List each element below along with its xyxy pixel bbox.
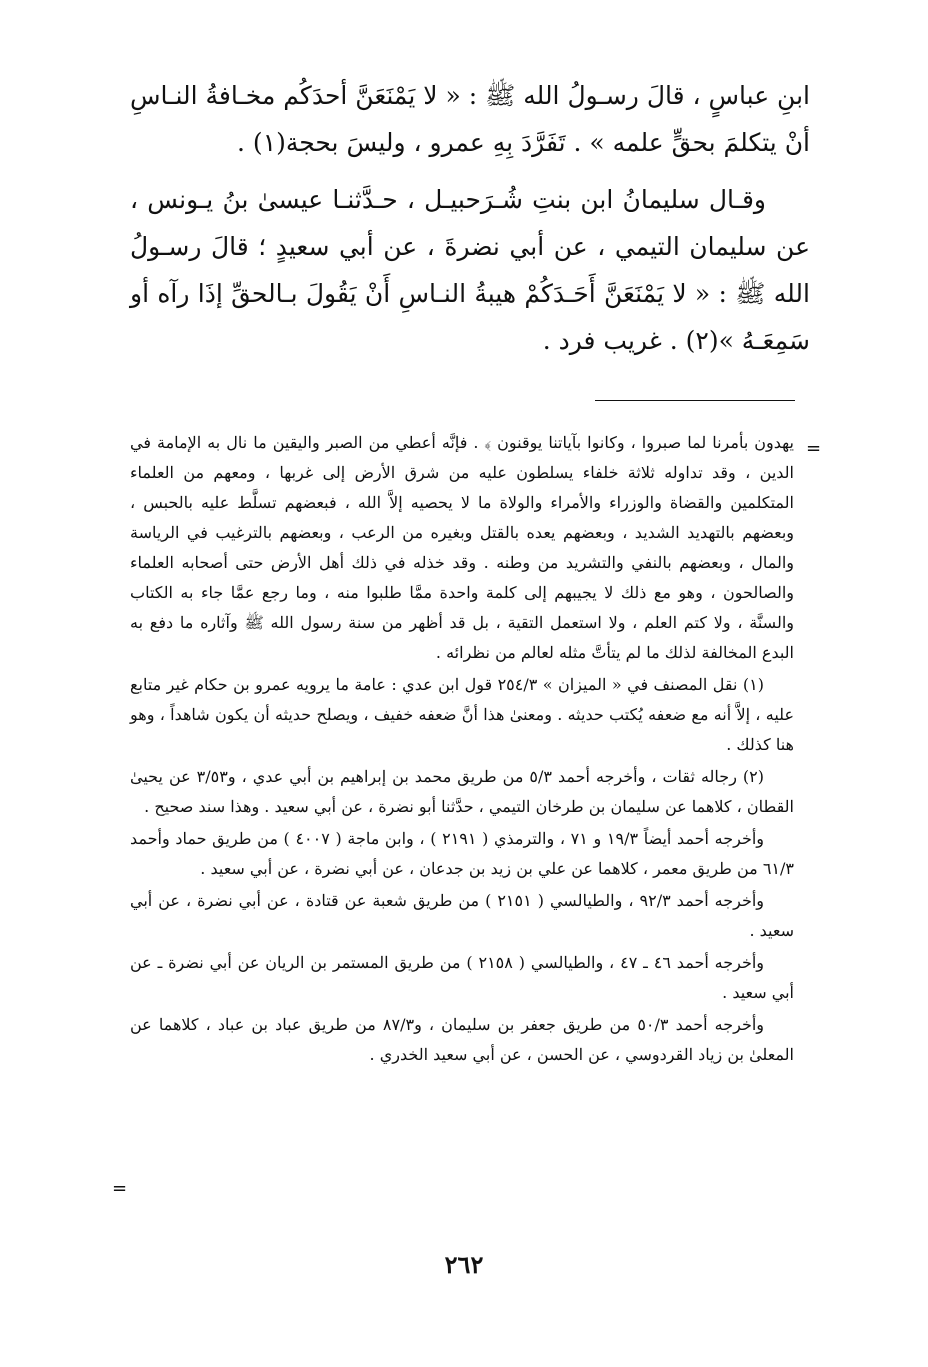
- footnote-1: (١) نقل المصنف في « الميزان » ٢٥٤/٣ قول ابن عدي : عامة ما يرويه عمرو بن حكام غير متابع عليه ، إلاَّ أنه مع ضعفه يُكتب حديثه . ومعنىٰ هذا أنَّ ضعفه خفيف ، ويصلح حديثه أن يكون شاهداً ، وهو هنا كذلك .: [130, 675, 794, 754]
- continuation-mark-top: =: [806, 438, 822, 459]
- page-number: ٢٦٢: [444, 1250, 484, 1279]
- footnote-2-continued-e: وأخرجه أحمد ٥٠/٣ من طريق جعفر بن سليمان ، و٨٧/٣ من طريق عباد بن عباد ، كلاهما عن المعلىٰ بن زياد القردوسي ، عن الحسن ، عن أبي سعيد الخدري .: [130, 1015, 794, 1064]
- main-paragraph-2: وقـال سليمانُ ابن بنتِ شُـرَحبيـل ، حـدَّثنـا عيسىٰ بنُ يـونس ، عن سليمان التيمي ، عن أبي نضرةَ ، عن أبي سعيدٍ ؛ قالَ رسـولُ الله ﷺ : « لا يَمْنَعَنَّ أَحَـدَكُمْ هيبةُ النـاسِ أَنْ يَقُولَ بـالحقِّ إذَا رآه أو سَمِعَـهُ »(٢) . غريب فرد .: [130, 185, 810, 355]
- footnote-2: (٢) رجاله ثقات ، وأخرجه أحمد ٥/٣ من طريق محمد بن إبراهيم بن أبي عدي ، و٣/٥٣ عن يحيىٰ القطان ، كلاهما عن سليمان بن طرخان التيمي ، حدَّثنا أبو نضرة ، عن أبي سعيد . وهذا سند صحيح .: [130, 767, 794, 816]
- footnotes-block: [130, 428, 794, 1072]
- footnote-2-continued-c: وأخرجه أحمد ٩٢/٣ ، والطيالسي ( ٢١٥١ ) من طريق شعبة عن قتادة ، عن أبي نضرة ، عن أبي سعيد .: [130, 891, 794, 940]
- footnote-continued: يهدون بأمرنا لما صبروا ، وكانوا بآياتنا يوقنون ﴾ . فإنَّه أعطي من الصبر واليقين ما نال به الإمامة في الدين ، وقد تداوله ثلاثة خلفاء يسلطون عليه من شرق الأرض إلى غربها ، ومعهم من العلماء المتكلمين والقضاة والوزراء والأمراء والولاة ما لا يحصيه إلاَّ الله ، فبعضهم تسلَّط عليه بالحبس ، وبعضهم بالتهديد الشديد ، وبعضهم يعده بالقتل وبغيره من الرعب ، وبعضهم بالترغيب في الرياسة والمال ، وبعضهم بالنفي والتشريد من وطنه . وقد خذله في ذلك أهل الأرض حتى أصحابه العلماء والصالحون ، وهو مع ذلك لا يجيبهم إلى كلمة واحدة ممَّا طلبوا منه ، وما رجع عمَّا جاء به الكتاب والسنَّة ، ولا كتم العلم ، ولا استعمل التقية ، بل قد أظهر من سنة رسول الله ﷺ وآثاره ما دفع به البدع المخالفة لذلك ما لم يتأتَّ مثله لعالم من نظرائه .: [130, 433, 795, 662]
- footnote-2-continued-d: وأخرجه أحمد ٤٦ ـ ٤٧ ، والطيالسي ( ٢١٥٨ ) من طريق المستمر بن الريان عن أبي نضرة ـ عن أبي سعيد .: [130, 953, 794, 1002]
- footnote-separator: [595, 400, 795, 401]
- continuation-mark-bottom: =: [112, 1178, 128, 1199]
- footnote-2-continued-b: وأخرجه أحمد أيضاً ١٩/٣ و ٧١ ، والترمذي ( ٢١٩١ ) ، وابن ماجة ( ٤٠٠٧ ) من طريق حماد وأحمد ٦١/٣ من طريق معمر ، كلاهما عن علي بن زيد بن جدعان ، عن أبي نضرة ، عن أبي سعيد .: [130, 829, 794, 878]
- main-text-block: [130, 72, 810, 374]
- main-paragraph-1: ابنِ عباسٍ ، قالَ رسـولُ الله ﷺ : « لا يَمْنَعَنَّ أحدَكُم مخـافةُ النـاسِ أنْ يتكلمَ بحقٍّ علمه » . تَفَرَّدَ بِهِ عمرو ، وليسَ بحجة(١) .: [130, 81, 810, 157]
